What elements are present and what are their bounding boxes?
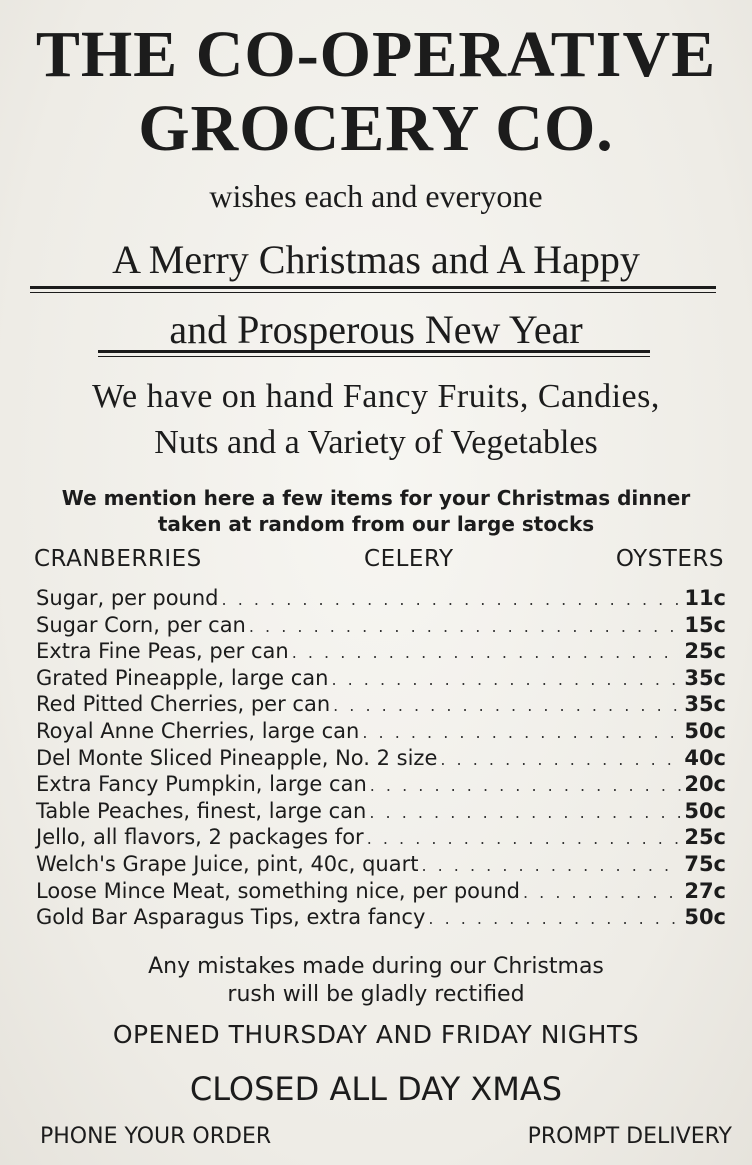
leader-dots — [249, 617, 681, 636]
item-price: 75c — [684, 851, 726, 876]
item-name: Del Monte Sliced Pineapple, No. 2 size — [36, 745, 438, 770]
item-price: 20c — [684, 772, 726, 797]
featured-cranberries: CRANBERRIES — [34, 546, 202, 572]
leader-dots — [440, 750, 681, 769]
greeting-rule-bottom — [98, 350, 650, 353]
item-name: Gold Bar Asparagus Tips, extra fancy — [36, 905, 426, 930]
leader-dots — [222, 590, 682, 609]
leader-dots — [428, 909, 681, 928]
price-row — [36, 825, 726, 852]
leader-dots — [523, 883, 681, 902]
item-price: 50c — [684, 798, 726, 823]
item-name: Royal Anne Cherries, large can — [36, 718, 360, 743]
mistakes-line1: Any mistakes made during our Christmas — [148, 954, 604, 979]
greeting-line1: A Merry Christmas and A Happy — [112, 237, 640, 282]
item-name: Red Pitted Cherries, per can — [36, 692, 331, 717]
price-row — [36, 772, 726, 799]
price-list — [36, 586, 726, 932]
greeting-line2: and Prosperous New Year — [169, 307, 583, 352]
price-row — [36, 879, 726, 906]
item-price: 15c — [684, 612, 726, 637]
store-name-line1: THE CO-OPERATIVE — [35, 18, 717, 91]
leader-dots — [331, 670, 681, 689]
item-name: Welch's Grape Juice, pint, 40c, quart — [36, 851, 419, 876]
item-price: 25c — [684, 639, 726, 664]
item-price: 50c — [684, 905, 726, 930]
price-row — [36, 666, 726, 693]
price-row — [36, 692, 726, 719]
mistakes-line2: rush will be gladly rectified — [227, 982, 525, 1007]
leader-dots — [369, 803, 681, 822]
item-price: 40c — [684, 745, 726, 770]
featured-items — [34, 546, 724, 572]
item-price: 50c — [684, 718, 726, 743]
on-hand-line2: Nuts and a Variety of Vegetables — [154, 424, 598, 461]
prompt-delivery: PROMPT DELIVERY — [527, 1124, 732, 1149]
featured-celery: CELERY — [364, 546, 454, 572]
price-row — [36, 905, 726, 932]
item-price: 27c — [684, 878, 726, 903]
leader-dots — [333, 696, 681, 715]
leader-dots — [370, 776, 682, 795]
bottom-line — [40, 1124, 732, 1149]
item-price: 11c — [684, 586, 726, 610]
item-price: 35c — [684, 692, 726, 717]
opened-nights: OPENED THURSDAY AND FRIDAY NIGHTS — [112, 1020, 640, 1049]
item-price: 35c — [684, 665, 726, 690]
closed-xmas: CLOSED ALL DAY XMAS — [189, 1070, 563, 1108]
item-name: Extra Fine Peas, per can — [36, 639, 289, 664]
greeting-rule-top-thin — [30, 292, 716, 293]
on-hand-line1: We have on hand Fancy Fruits, Candies, — [92, 378, 660, 415]
featured-oysters: OYSTERS — [615, 546, 724, 572]
price-row — [36, 799, 726, 826]
item-name: Loose Mince Meat, something nice, per pound — [36, 878, 520, 903]
leader-dots — [421, 856, 681, 875]
item-name: Jello, all flavors, 2 packages for — [36, 825, 364, 850]
price-row — [36, 719, 726, 746]
store-name-line2: GROCERY CO. — [138, 92, 614, 165]
mention-line1: We mention here a few items for your Christmas dinner — [61, 486, 691, 510]
leader-dots — [292, 643, 682, 662]
price-row — [36, 586, 726, 613]
leader-dots — [367, 829, 682, 848]
item-name: Grated Pineapple, large can — [36, 665, 329, 690]
item-price: 25c — [684, 825, 726, 850]
price-row — [36, 746, 726, 773]
mention-line2: taken at random from our large stocks — [157, 512, 595, 536]
price-row — [36, 639, 726, 666]
item-name: Sugar Corn, per can — [36, 612, 246, 637]
phone-your-order: PHONE YOUR ORDER — [40, 1124, 272, 1149]
price-row — [36, 852, 726, 879]
leader-dots — [362, 723, 681, 742]
item-name: Extra Fancy Pumpkin, large can — [36, 772, 367, 797]
wishes-line: wishes each and everyone — [209, 178, 543, 214]
greeting-rule-bottom-thin — [98, 356, 650, 357]
price-row — [36, 613, 726, 640]
item-name: Sugar, per pound — [36, 586, 219, 610]
item-name: Table Peaches, finest, large can — [36, 798, 367, 823]
greeting-rule-top — [30, 286, 716, 289]
